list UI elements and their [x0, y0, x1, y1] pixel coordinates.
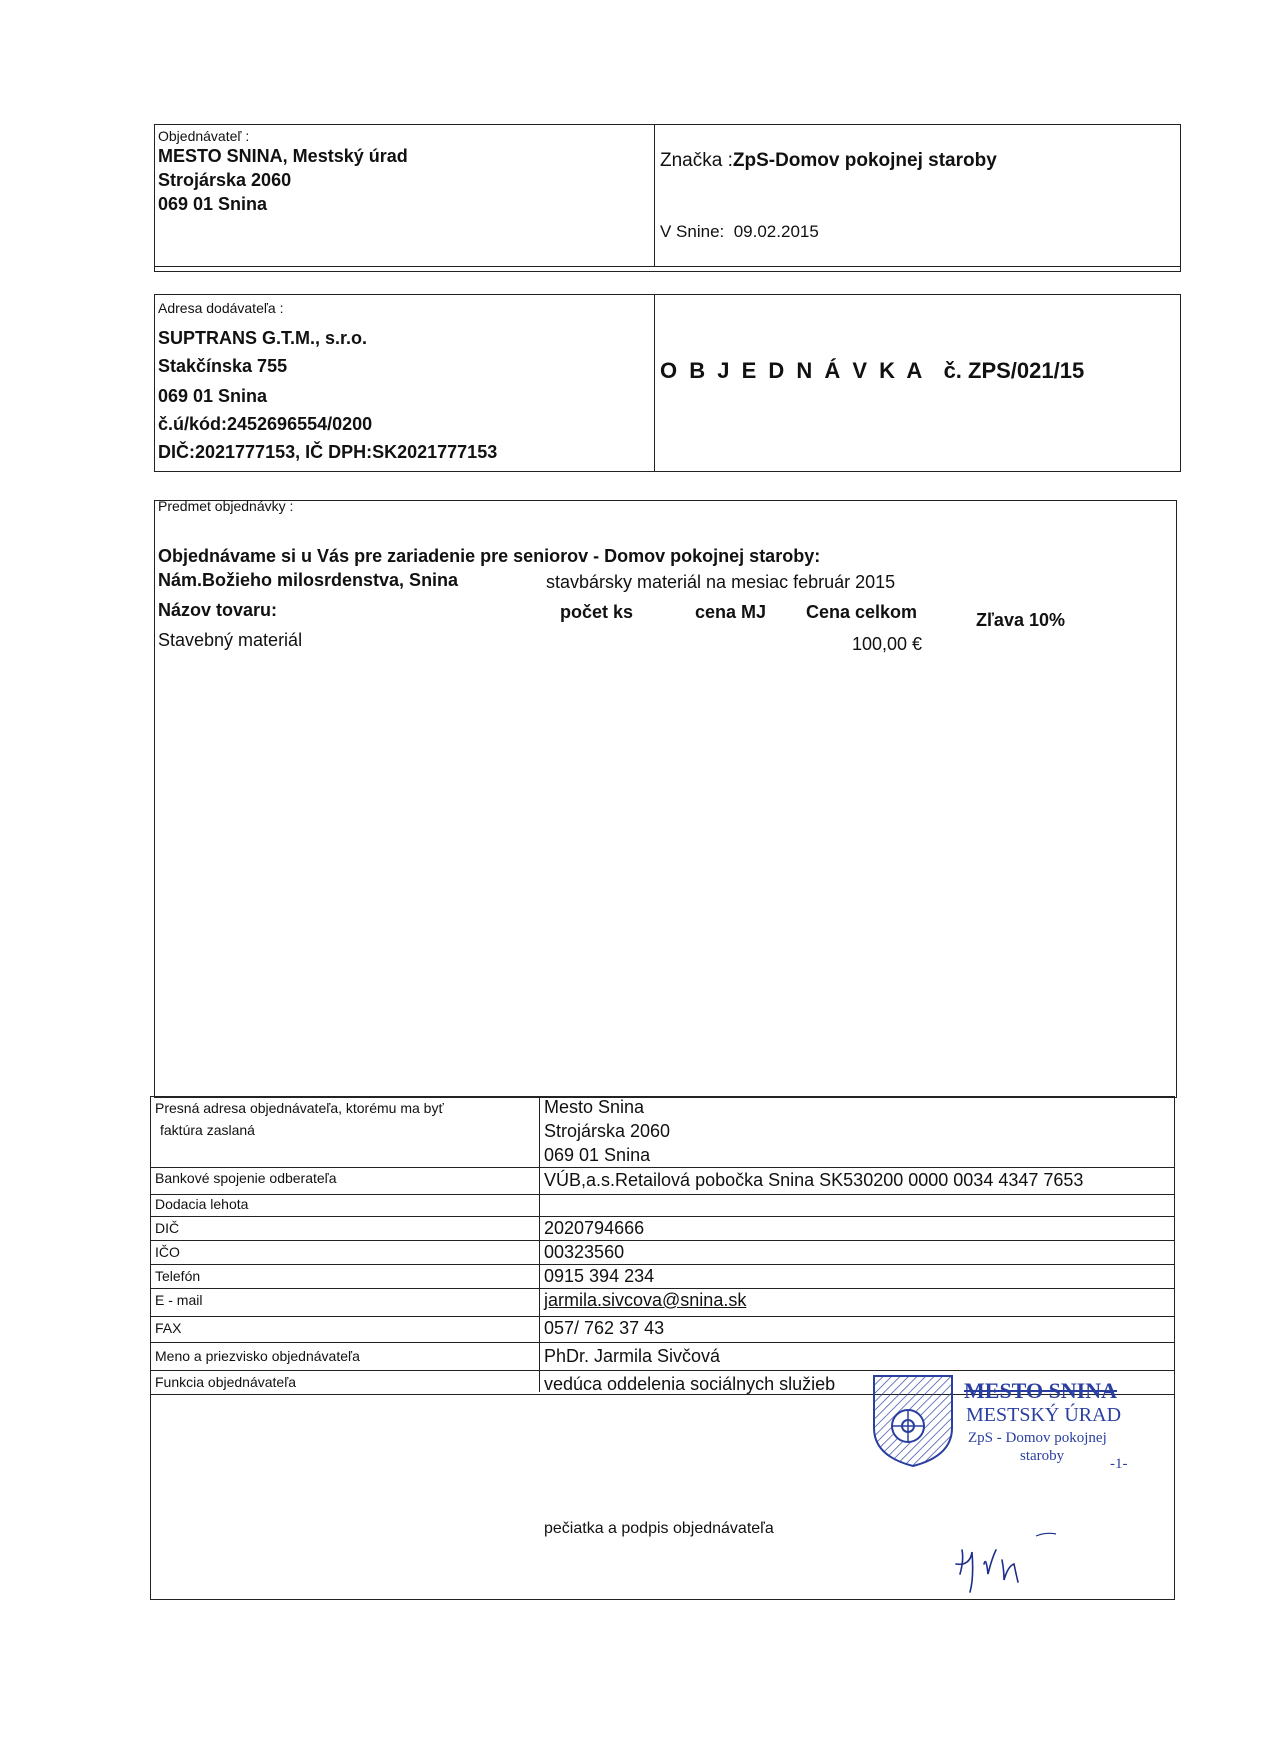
signature-caption: pečiatka a podpis objednávateľa: [544, 1520, 774, 1537]
item-name: Stavebný materiál: [158, 630, 303, 650]
stamp-emblem-icon: [870, 1372, 956, 1468]
supplier-street: Stakčínska 755: [158, 356, 288, 376]
details-divider: [539, 1096, 540, 1392]
subject-label: Predmet objednávky :: [158, 498, 294, 514]
col-unit-price: cena MJ: [695, 602, 767, 622]
row-line: [150, 1316, 1175, 1317]
col-quantity: počet ks: [560, 602, 634, 622]
order-title: [660, 358, 1084, 384]
row-line: [150, 1288, 1175, 1289]
supplier-divider: [654, 294, 655, 472]
row-line: [150, 1216, 1175, 1217]
orderer-city: 069 01 Snina: [158, 194, 268, 214]
bank-label: Bankové spojenie odberateľa: [155, 1170, 337, 1186]
bank-value: VÚB,a.s.Retailová pobočka Snina SK530200 0000 0034 4347 7653: [544, 1170, 1084, 1190]
orderer-person-value: PhDr. Jarmila Sivčová: [544, 1346, 721, 1366]
email-value: jarmila.sivcova@snina.sk: [544, 1290, 747, 1310]
ico-value: 00323560: [544, 1242, 625, 1262]
dic-value: 2020794666: [544, 1218, 645, 1238]
supplier-tax: DIČ:2021777153, IČ DPH:SK2021777153: [158, 442, 498, 462]
subject-line: Objednávame si u Vás pre zariadenie pre seniorov - Domov pokojnej staroby:: [158, 546, 821, 566]
orderer-person-label: Meno a priezvisko objednávateľa: [155, 1348, 360, 1364]
reference-label: Značka :: [660, 150, 733, 171]
col-discount: Zľava 10%: [976, 610, 1065, 630]
invoice-address-line: 069 01 Snina: [544, 1145, 651, 1165]
stamp-line-1: MESTO SNINA: [964, 1378, 1118, 1403]
orderer-label: Objednávateľ :: [158, 128, 250, 144]
header-bottom-line: [154, 266, 1181, 267]
order-title-word: O B J E D N Á V K A: [660, 358, 926, 383]
orderer-function-value: vedúca oddelenia sociálnych služieb: [544, 1374, 836, 1394]
phone-label: Telefón: [155, 1268, 201, 1284]
stamp-line-4: staroby: [1020, 1448, 1065, 1464]
supplier-account: č.ú/kód:2452696554/0200: [158, 414, 373, 434]
ico-label: IČO: [155, 1244, 180, 1260]
supplier-city: 069 01 Snina: [158, 386, 268, 406]
orderer-function-label: Funkcia objednávateľa: [155, 1374, 297, 1390]
handwritten-signature: [946, 1530, 1066, 1600]
supplier-name: SUPTRANS G.T.M., s.r.o.: [158, 328, 368, 348]
row-line: [150, 1167, 1175, 1168]
phone-value: 0915 394 234: [544, 1266, 655, 1286]
dic-label: DIČ: [155, 1220, 180, 1236]
row-line: [150, 1370, 1175, 1371]
item-total: 100,00 €: [852, 634, 923, 654]
row-line: [150, 1342, 1175, 1343]
delivery-label: Dodacia lehota: [155, 1196, 249, 1212]
stamp-line-2: MESTSKÝ ÚRAD: [966, 1404, 1122, 1426]
fax-value: 057/ 762 37 43: [544, 1318, 665, 1338]
col-total: Cena celkom: [806, 602, 918, 622]
reference: [660, 150, 997, 172]
supplier-label: Adresa dodávateľa :: [158, 300, 284, 316]
header-divider: [654, 124, 655, 266]
email-label: E - mail: [155, 1292, 203, 1308]
order-number: č. ZPS/021/15: [943, 358, 1085, 383]
place-date-label: V Snine:: [660, 222, 725, 241]
row-line: [150, 1194, 1175, 1195]
place-date: [660, 222, 819, 242]
reference-value: ZpS-Domov pokojnej staroby: [732, 150, 997, 171]
invoice-address-label-2: faktúra zaslaná: [160, 1122, 255, 1138]
row-line: [150, 1240, 1175, 1241]
fax-label: FAX: [155, 1320, 182, 1336]
invoice-address-label: Presná adresa objednávateľa, ktorému ma byť: [155, 1100, 444, 1116]
invoice-address-line: Mesto Snina: [544, 1097, 645, 1117]
subject-address: Nám.Božieho milosrdenstva, Snina: [158, 570, 459, 590]
orderer-street: Strojárska 2060: [158, 170, 292, 190]
col-item-name: Názov tovaru:: [158, 600, 278, 620]
subject-description: stavbársky materiál na mesiac február 2015: [546, 572, 896, 592]
order-date: 09.02.2015: [733, 222, 819, 241]
invoice-address-line: Strojárska 2060: [544, 1121, 671, 1141]
orderer-name: MESTO SNINA, Mestský úrad: [158, 146, 408, 166]
row-line: [150, 1264, 1175, 1265]
stamp-line-3: ZpS - Domov pokojnej: [968, 1430, 1107, 1446]
stamp-number: -1-: [1110, 1456, 1128, 1472]
